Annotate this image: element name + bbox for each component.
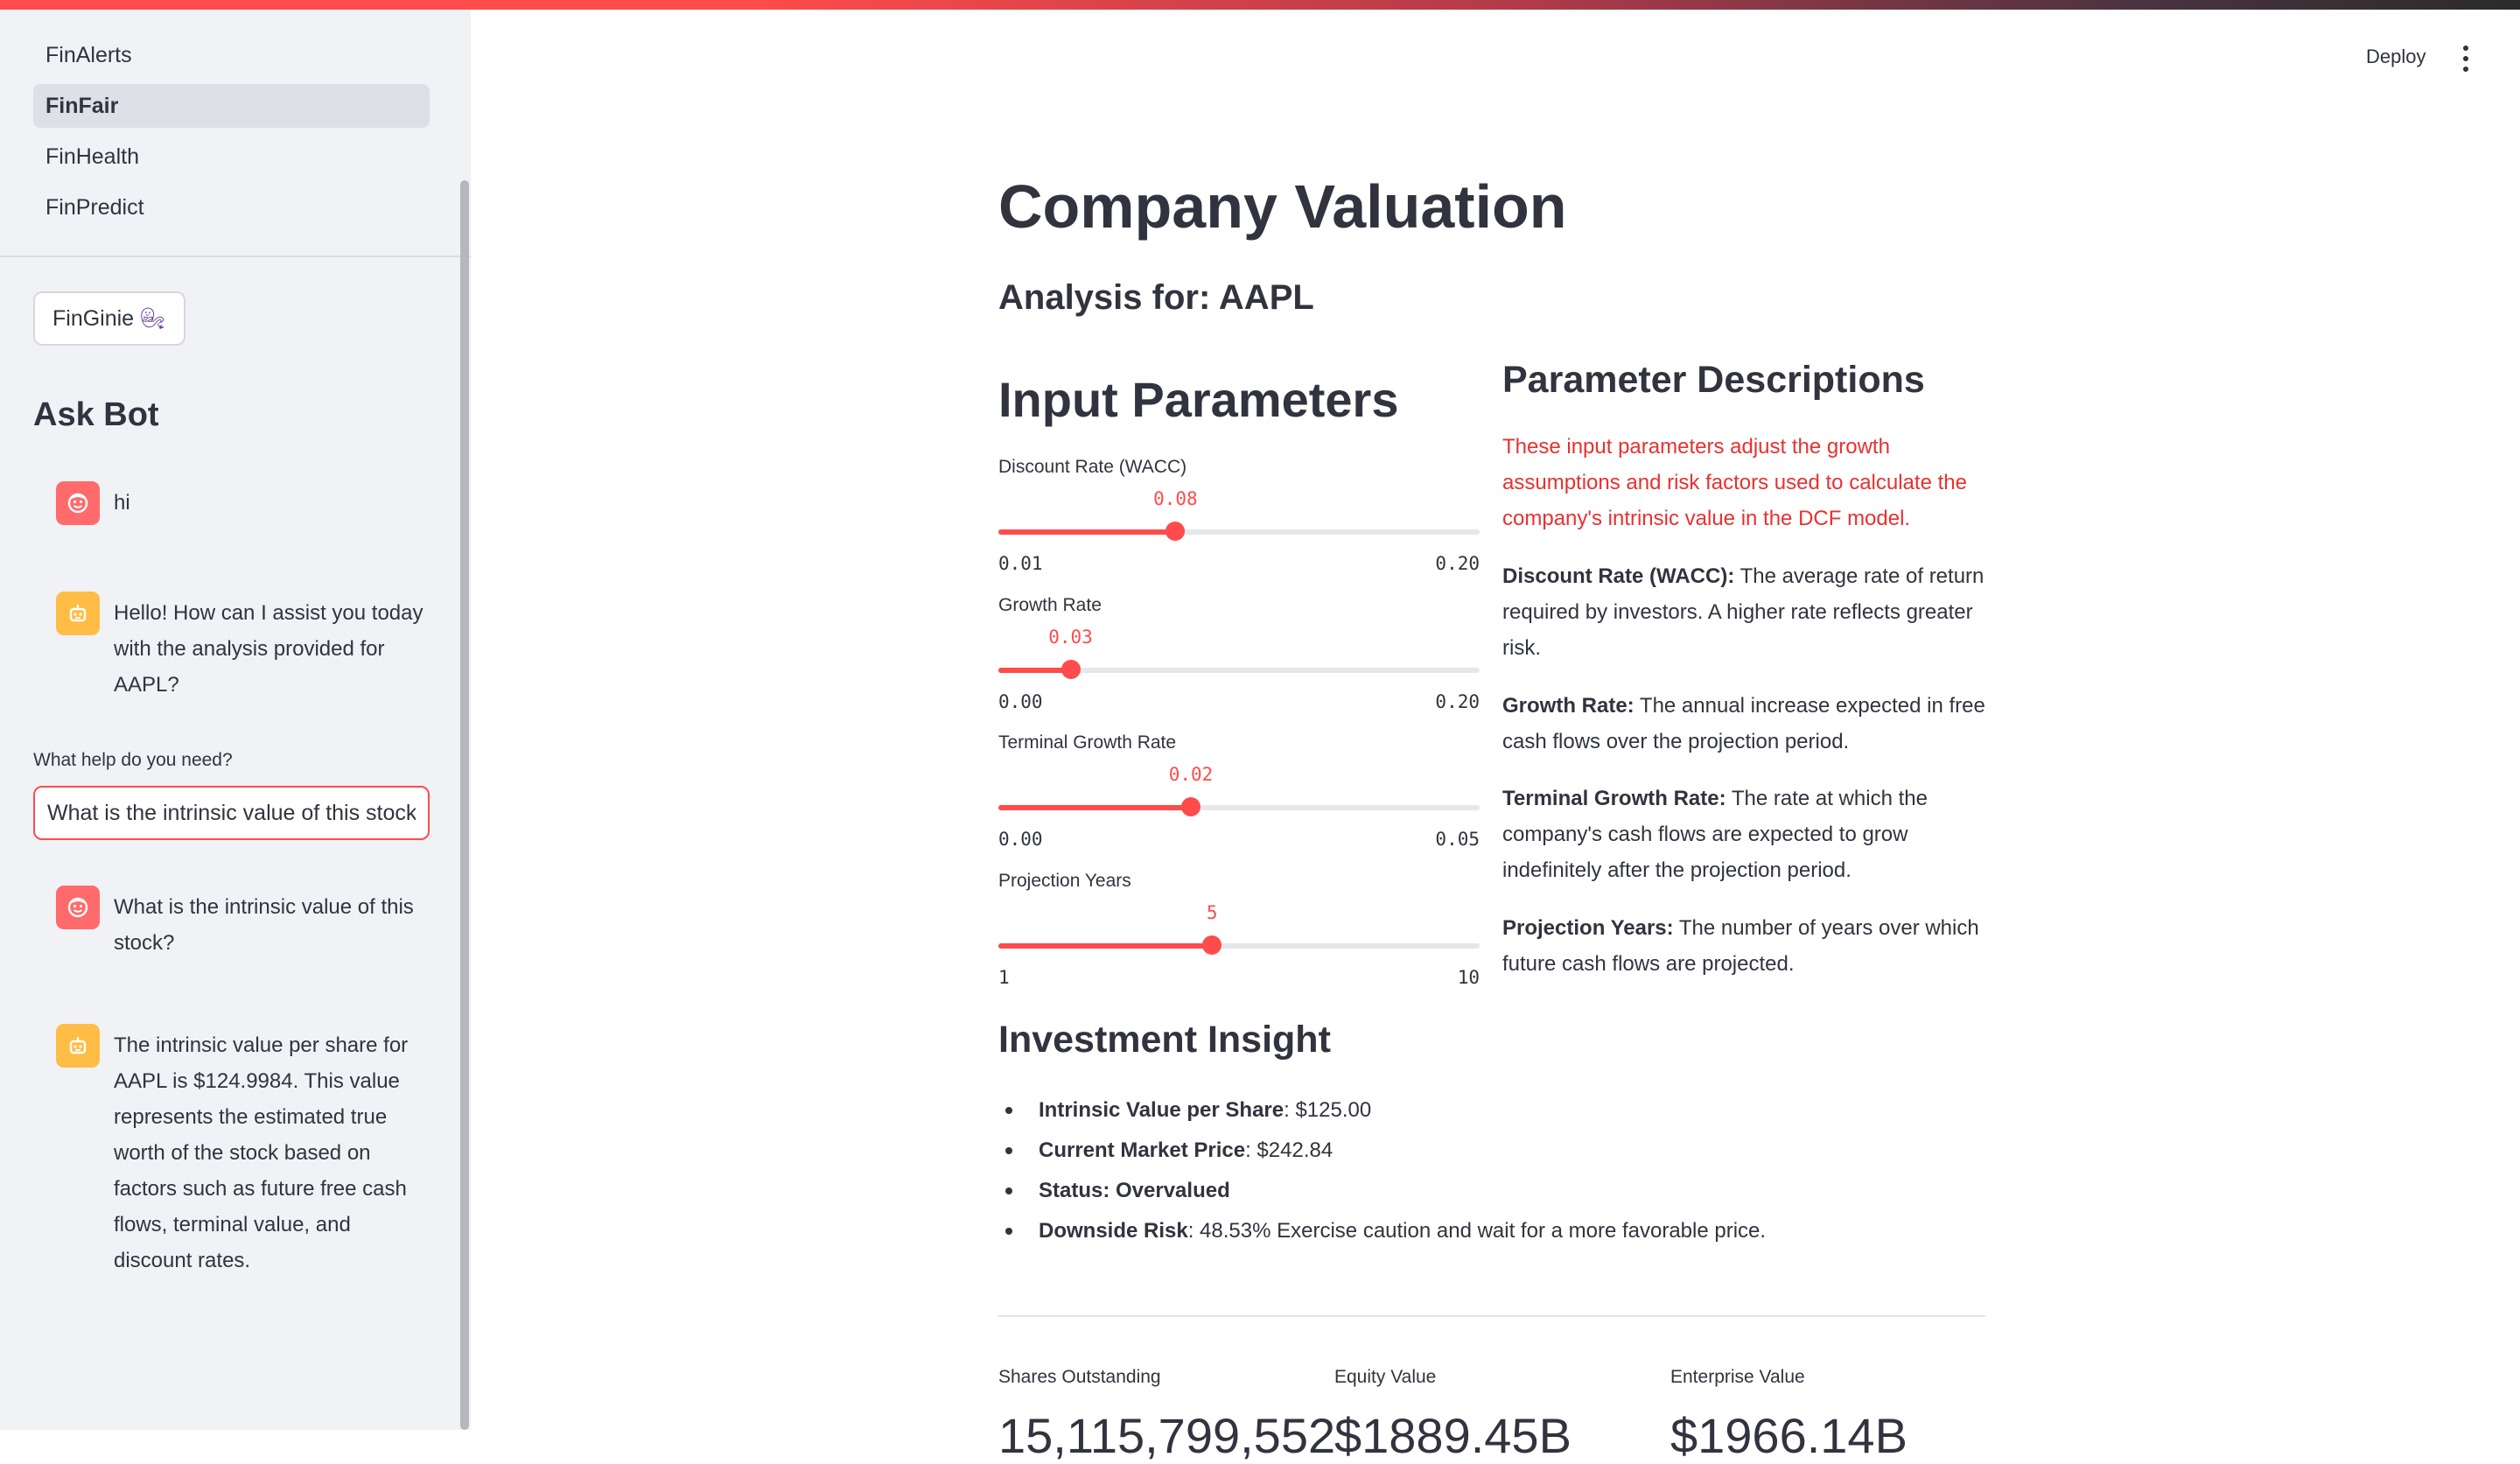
metric-label: Equity Value	[1334, 1367, 1437, 1387]
param-desc-growth-rate	[1502, 688, 1992, 760]
insight-list	[998, 1090, 1766, 1251]
param-desc-term: Discount Rate (WACC):	[1502, 564, 1735, 588]
slider-thumb[interactable]	[1166, 522, 1185, 541]
user-avatar-icon	[56, 886, 100, 929]
sidebar-nav	[33, 33, 430, 236]
list-item	[998, 1090, 1766, 1131]
bot-avatar-icon	[56, 592, 100, 635]
metric-value: $1966.14B	[1670, 1408, 1908, 1463]
chat-message-text: What is the intrinsic value of this stock?	[114, 895, 414, 955]
finginie-label: FinGinie	[52, 305, 135, 331]
parameter-descriptions-intro: These input parameters adjust the growth assumptions and risk factors used to calculate the company's intrinsic value in the DCF model.	[1502, 435, 1967, 530]
param-desc-term: Growth Rate:	[1502, 694, 1634, 718]
param-desc-text: The annual increase expected in free cash flows over the projection period.	[1502, 694, 1985, 753]
slider-min: 0.00	[998, 829, 1043, 850]
slider-discount-rate	[998, 457, 1480, 579]
slider-fill	[998, 943, 1212, 949]
param-desc-projection-years	[1502, 910, 1992, 982]
metric-shares-outstanding	[998, 1367, 1334, 1464]
metric-enterprise-value	[1670, 1367, 2006, 1464]
slider-max: 0.05	[1435, 829, 1480, 850]
metric-value: $1889.45B	[1334, 1408, 1572, 1463]
slider-min: 0.01	[998, 553, 1043, 574]
investment-insight-heading: Investment Insight	[998, 1019, 1331, 1061]
section-divider	[998, 1315, 1985, 1317]
slider-label: Growth Rate	[998, 595, 1102, 615]
slider-projection-years	[998, 871, 1480, 993]
help-input-label: What help do you need?	[33, 750, 233, 770]
slider-value: 5	[1206, 902, 1218, 923]
slider-fill	[998, 529, 1175, 535]
page-title: Company Valuation	[998, 172, 1567, 241]
slider-thumb[interactable]	[1061, 660, 1081, 679]
metric-label: Enterprise Value	[1670, 1367, 1805, 1387]
insight-term: Status: Overvalued	[1039, 1179, 1230, 1202]
chat-message-user	[56, 481, 424, 525]
chat-message-text: Hello! How can I assist you today with the analysis provided for AAPL?	[114, 601, 424, 697]
insight-text: : $242.84	[1245, 1138, 1334, 1162]
parameter-descriptions-heading: Parameter Descriptions	[1502, 359, 1925, 401]
param-desc-text: The rate at which the company's cash flows are expected to grow indefinitely after the projection period.	[1502, 787, 1928, 882]
list-item	[998, 1171, 1766, 1211]
insight-term: Current Market Price	[1039, 1138, 1246, 1162]
slider-label: Projection Years	[998, 871, 1131, 891]
page-subtitle: Analysis for: AAPL	[998, 278, 1314, 317]
slider-value: 0.03	[1048, 627, 1093, 648]
bot-avatar-icon	[56, 1024, 100, 1068]
slider-terminal-growth-rate	[998, 732, 1480, 855]
list-item	[998, 1211, 1766, 1251]
slider-max: 0.20	[1435, 691, 1480, 712]
insight-text: : $125.00	[1284, 1098, 1372, 1122]
list-item	[998, 1131, 1766, 1171]
help-input[interactable]	[33, 786, 430, 840]
slider-fill	[998, 805, 1191, 810]
sidebar-item-finhealth[interactable]: FinHealth	[46, 144, 139, 169]
chat-message-user	[56, 886, 424, 961]
sidebar	[0, 0, 471, 1430]
slider-thumb[interactable]	[1181, 797, 1200, 816]
chat-message-text: The intrinsic value per share for AAPL is $124.9984. This value represents the estimated true worth of the stock based on factors such as future free cash flows, terminal value, and discount rates.	[114, 1033, 409, 1272]
param-desc-terminal-growth-rate	[1502, 781, 1992, 888]
input-parameters-heading: Input Parameters	[998, 372, 1399, 427]
slider-max: 0.20	[1435, 553, 1480, 574]
slider-max: 10	[1457, 967, 1480, 988]
param-desc-term: Terminal Growth Rate:	[1502, 787, 1726, 810]
slider-value: 0.02	[1168, 764, 1214, 785]
chat-message-text: hi	[114, 491, 130, 515]
chat-message-assistant	[56, 592, 424, 703]
insight-term: Downside Risk	[1039, 1219, 1188, 1243]
deploy-button[interactable]: Deploy	[2366, 46, 2426, 67]
slider-min: 1	[998, 967, 1010, 988]
genie-icon: 🧞︎	[139, 306, 166, 331]
insight-term: Intrinsic Value per Share	[1039, 1098, 1284, 1122]
slider-track[interactable]	[998, 805, 1480, 810]
ask-bot-title: Ask Bot	[33, 396, 159, 433]
slider-track[interactable]	[998, 529, 1480, 535]
param-desc-term: Projection Years:	[1502, 916, 1674, 940]
kebab-menu-icon[interactable]	[2457, 46, 2474, 72]
slider-thumb[interactable]	[1202, 935, 1222, 955]
metric-value: 15,115,799,552	[998, 1408, 1336, 1463]
param-desc-discount-rate	[1502, 558, 1992, 666]
slider-label: Discount Rate (WACC)	[998, 457, 1187, 477]
slider-track[interactable]	[998, 943, 1480, 949]
header-decoration-bar	[0, 0, 2520, 10]
slider-fill	[998, 668, 1071, 673]
user-avatar-icon	[56, 481, 100, 525]
metric-label: Shares Outstanding	[998, 1367, 1161, 1387]
metric-equity-value	[1334, 1367, 1670, 1464]
sidebar-item-finpredict[interactable]: FinPredict	[46, 194, 144, 220]
param-desc-text: The average rate of return required by investors. A higher rate reflects greater risk.	[1502, 564, 1984, 660]
param-desc-text: The number of years over which future cash flows are projected.	[1502, 916, 1979, 976]
slider-label: Terminal Growth Rate	[998, 732, 1177, 753]
slider-growth-rate	[998, 595, 1480, 718]
slider-value: 0.08	[1153, 488, 1198, 509]
chat-message-assistant	[56, 1024, 424, 1278]
sidebar-scrollbar[interactable]	[460, 180, 469, 1430]
sidebar-divider	[0, 256, 471, 257]
sidebar-item-finfair[interactable]: FinFair	[33, 84, 430, 128]
sidebar-item-finalerts[interactable]: FinAlerts	[46, 42, 132, 67]
slider-min: 0.00	[998, 691, 1043, 712]
insight-text: : 48.53% Exercise caution and wait for a more favorable price.	[1187, 1219, 1767, 1243]
finginie-button[interactable]	[33, 291, 186, 346]
